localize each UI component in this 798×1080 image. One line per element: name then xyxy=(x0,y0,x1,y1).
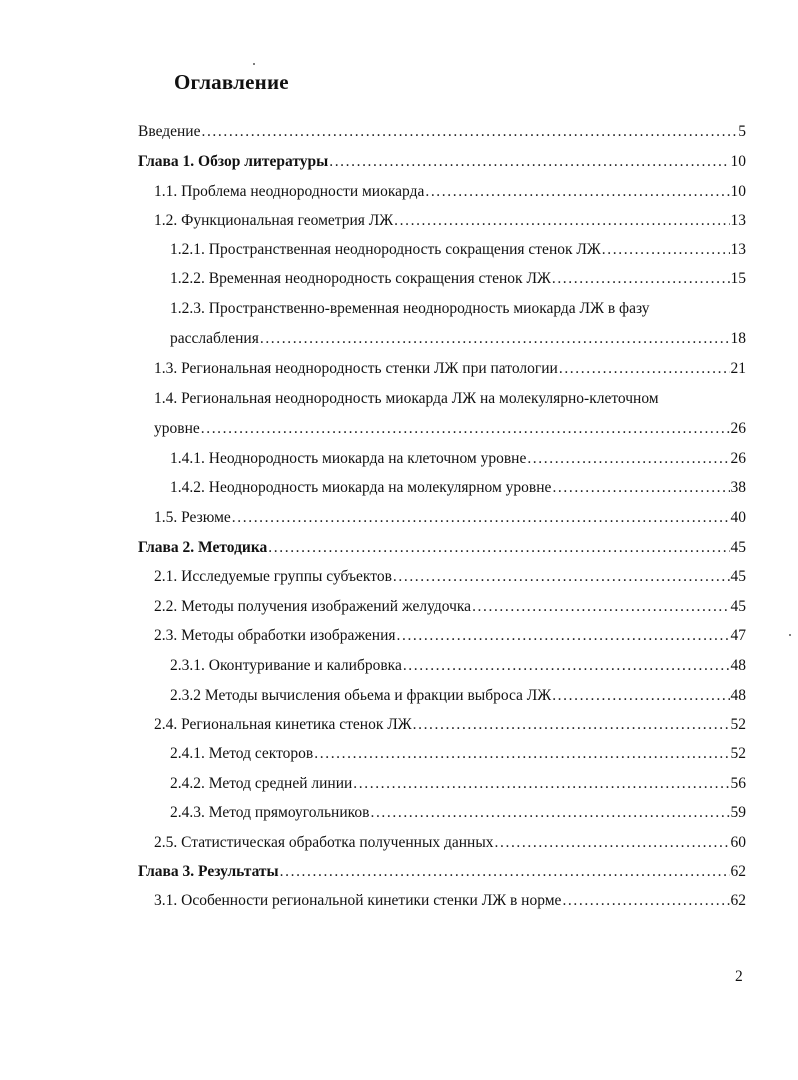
dot-leader xyxy=(397,626,730,646)
toc-entry-page: 5 xyxy=(738,123,746,140)
dot-leader xyxy=(353,774,729,794)
toc-title: Оглавление xyxy=(174,70,289,94)
dot-leader xyxy=(201,419,730,439)
dot-leader xyxy=(232,508,730,528)
toc-entry-chapter-3[interactable] xyxy=(138,862,746,882)
dot-leader xyxy=(552,478,729,498)
toc-entry-2-5[interactable] xyxy=(154,833,746,853)
toc-entry-label: 3.1. Особенности региональной кинетики стенки ЛЖ в норме xyxy=(154,892,562,909)
toc-entry-page: 56 xyxy=(730,775,746,792)
dot-leader xyxy=(472,597,729,617)
toc-entry-2-4-2[interactable] xyxy=(170,774,746,794)
toc-entry-page: 45 xyxy=(730,598,746,615)
dot-leader xyxy=(602,240,730,260)
toc-entry-3-1[interactable] xyxy=(154,891,746,911)
toc-entry-1-4-line1[interactable]: 1.4. Региональная неоднородность миокарда ЛЖ на молекулярно-клеточном xyxy=(154,390,659,407)
toc-entry-page: 13 xyxy=(730,241,746,258)
toc-entry-label: 1.2.2. Временная неоднородность сокращения стенок ЛЖ xyxy=(170,270,551,287)
toc-entry-2-4[interactable] xyxy=(154,715,746,735)
toc-entry-page: 40 xyxy=(730,509,746,526)
toc-entry-label: 1.2. Функциональная геометрия ЛЖ xyxy=(154,212,394,229)
toc-entry-label: 1.4.2. Неоднородность миокарда на молекулярном уровне xyxy=(170,479,552,496)
toc-entry-1-2-2[interactable] xyxy=(170,269,746,289)
toc-entry-1-4-2[interactable] xyxy=(170,478,746,498)
dot-leader xyxy=(425,182,729,202)
dot-leader xyxy=(552,686,729,706)
toc-entry-1-4-1[interactable] xyxy=(170,449,746,469)
toc-entry-page: 48 xyxy=(730,657,746,674)
toc-entry-2-3-1[interactable] xyxy=(170,656,746,676)
toc-entry-label: 1.4.1. Неоднородность миокарда на клеточном уровне xyxy=(170,450,527,467)
toc-entry-page: 60 xyxy=(730,834,746,851)
toc-entry-label: Глава 3. Результаты xyxy=(138,863,279,880)
dot-leader xyxy=(394,211,729,231)
toc-entry-page: 26 xyxy=(730,420,746,437)
toc-entry-intro[interactable] xyxy=(138,122,746,142)
toc-entry-label: 1.1. Проблема неоднородности миокарда xyxy=(154,183,425,200)
toc-entry-label: Глава 1. Обзор литературы xyxy=(138,153,329,170)
toc-entry-label: 2.5. Статистическая обработка полученных данных xyxy=(154,834,494,851)
toc-entry-label: 2.3.1. Оконтуривание и калибровка xyxy=(170,657,402,674)
toc-entry-label: уровне xyxy=(154,420,200,437)
toc-entry-label: 2.4.2. Метод средней линии xyxy=(170,775,353,792)
toc-entry-page: 45 xyxy=(730,539,746,556)
toc-entry-page: 45 xyxy=(730,568,746,585)
toc-entry-1-2-3-line1[interactable]: 1.2.3. Пространственно-временная неоднородность миокарда ЛЖ в фазу xyxy=(170,300,650,317)
dot-leader xyxy=(370,803,729,823)
toc-entry-page: 10 xyxy=(730,183,746,200)
toc-entry-page: 48 xyxy=(730,687,746,704)
toc-entry-label: 2.4.3. Метод прямоугольников xyxy=(170,804,370,821)
toc-entry-2-1[interactable] xyxy=(154,567,746,587)
toc-entry-label: 2.2. Методы получения изображений желудочка xyxy=(154,598,472,615)
toc-entry-page: 10 xyxy=(730,153,746,170)
toc-entry-page: 13 xyxy=(730,212,746,229)
toc-entry-label: 1.2.1. Пространственная неоднородность сокращения стенок ЛЖ xyxy=(170,241,601,258)
toc-entry-1-4-line2[interactable] xyxy=(154,419,746,439)
toc-entry-1-2[interactable] xyxy=(154,211,746,231)
toc-entry-label: расслабления xyxy=(170,330,259,347)
toc-entry-2-3[interactable] xyxy=(154,626,746,646)
toc-entry-label: 2.1. Исследуемые группы субъектов xyxy=(154,568,392,585)
toc-entry-label: Глава 2. Методика xyxy=(138,539,268,556)
toc-entry-page: 38 xyxy=(730,479,746,496)
dot-leader xyxy=(260,329,730,349)
toc-entry-2-4-1[interactable] xyxy=(170,744,746,764)
toc-entry-label: 2.4.1. Метод секторов xyxy=(170,745,314,762)
dot-leader xyxy=(314,744,729,764)
toc-entry-chapter-2[interactable] xyxy=(138,538,746,558)
dot-leader xyxy=(268,538,729,558)
toc-entry-2-3-2[interactable] xyxy=(170,686,746,706)
toc-entry-1-3[interactable] xyxy=(154,359,746,379)
dot-leader xyxy=(559,359,730,379)
toc-entry-page: 26 xyxy=(730,450,746,467)
dot-leader xyxy=(393,567,730,587)
dot-leader xyxy=(280,862,730,882)
toc-entry-label: Введение xyxy=(138,123,201,140)
toc-entry-2-2[interactable] xyxy=(154,597,746,617)
dot-leader xyxy=(527,449,729,469)
dot-leader xyxy=(495,833,730,853)
dot-leader xyxy=(403,656,730,676)
toc-entry-page: 47 xyxy=(730,627,746,644)
toc-entry-label: 1.5. Резюме xyxy=(154,509,231,526)
toc-entry-chapter-1[interactable] xyxy=(138,152,746,172)
dot-leader xyxy=(329,152,729,172)
toc-entry-label: 2.3.2 Методы вычисления обьема и фракции выброса ЛЖ xyxy=(170,687,552,704)
toc-entry-label: 1.3. Региональная неоднородность стенки ЛЖ при патологии xyxy=(154,360,558,377)
toc-entry-1-1[interactable] xyxy=(154,182,746,202)
toc-entry-page: 21 xyxy=(730,360,746,377)
toc-entry-1-2-3-line2[interactable] xyxy=(170,329,746,349)
toc-entry-label: 2.4. Региональная кинетика стенок ЛЖ xyxy=(154,716,412,733)
toc-entry-1-2-1[interactable] xyxy=(170,240,746,260)
toc-entry-page: 18 xyxy=(730,330,746,347)
toc-entry-1-5[interactable] xyxy=(154,508,746,528)
toc-entry-page: 52 xyxy=(730,745,746,762)
dot-leader xyxy=(552,269,730,289)
dot-leader xyxy=(201,122,737,142)
toc-entry-page: 62 xyxy=(730,892,746,909)
toc-entry-page: 15 xyxy=(730,270,746,287)
dot-leader xyxy=(562,891,729,911)
toc-entry-page: 59 xyxy=(730,804,746,821)
page-number: 2 xyxy=(735,968,743,985)
toc-entry-label: 2.3. Методы обработки изображения xyxy=(154,627,396,644)
dot-leader xyxy=(413,715,730,735)
toc-entry-page: 62 xyxy=(730,863,746,880)
toc-entry-2-4-3[interactable] xyxy=(170,803,746,823)
toc-entry-page: 52 xyxy=(730,716,746,733)
